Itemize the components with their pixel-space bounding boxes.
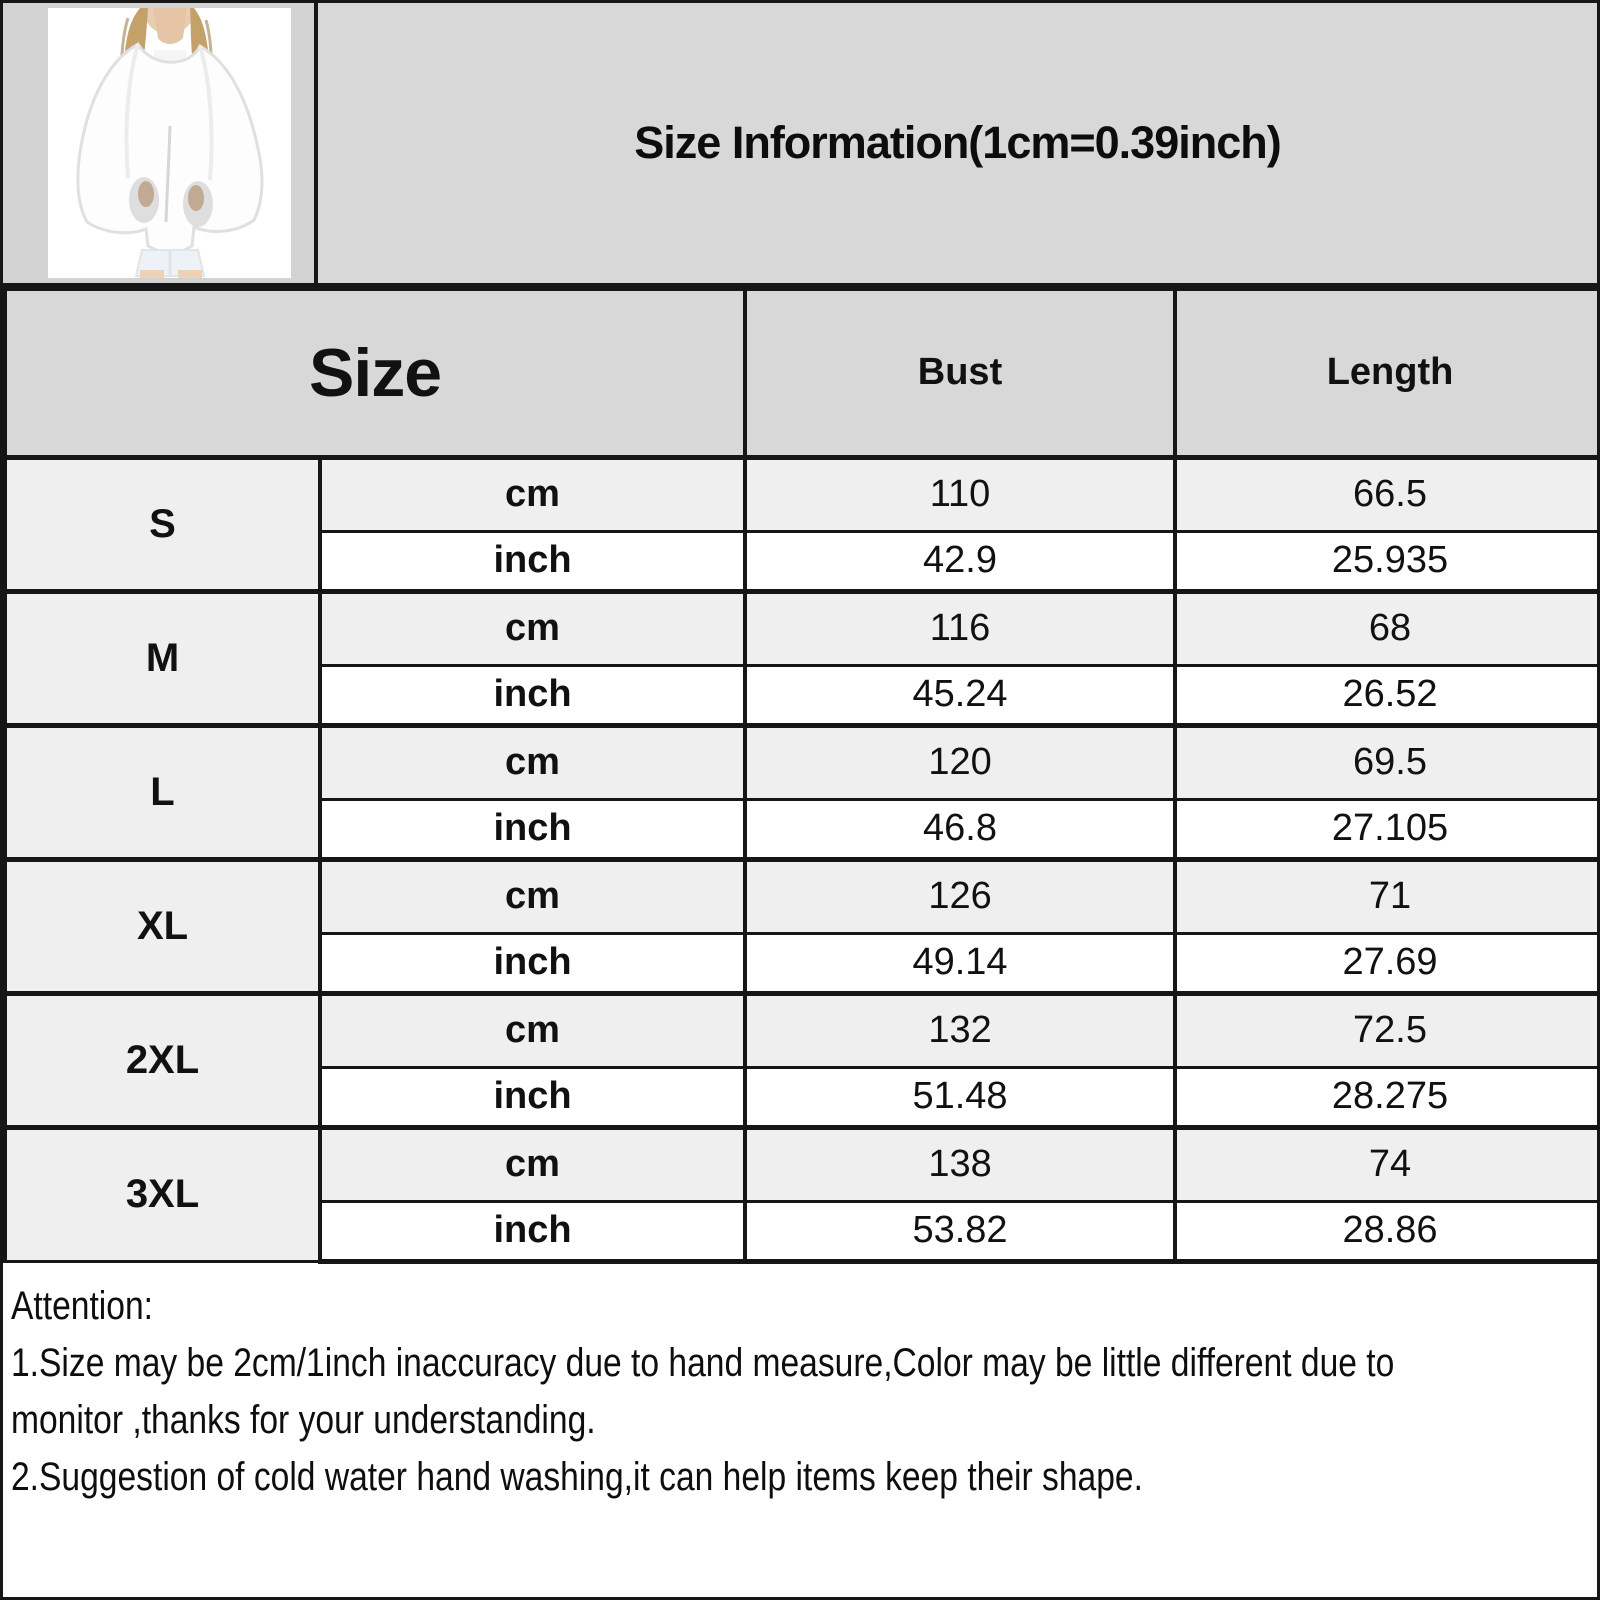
title-cell bbox=[318, 3, 1597, 283]
bust-value: 120 bbox=[745, 725, 1175, 799]
attention-note-1: 1.Size may be 2cm/1inch inaccuracy due to hand measure,Color may be little different due to bbox=[11, 1340, 1395, 1385]
bust-value: 138 bbox=[745, 1127, 1175, 1201]
length-value: 74 bbox=[1175, 1127, 1600, 1201]
table-header-row bbox=[5, 289, 1600, 457]
size-label-m: M bbox=[5, 591, 320, 725]
unit-label: inch bbox=[320, 799, 745, 859]
bust-value: 46.8 bbox=[745, 799, 1175, 859]
col-header-bust: Bust bbox=[745, 289, 1175, 457]
bust-value: 49.14 bbox=[745, 933, 1175, 993]
attention-heading: Attention: bbox=[11, 1283, 153, 1328]
bust-value: 53.82 bbox=[745, 1201, 1175, 1261]
length-value: 26.52 bbox=[1175, 665, 1600, 725]
bust-value: 51.48 bbox=[745, 1067, 1175, 1127]
attention-note-2: 2.Suggestion of cold water hand washing,it can help items keep their shape. bbox=[11, 1454, 1143, 1499]
table-row-xl-cm bbox=[5, 859, 1600, 933]
unit-label: cm bbox=[320, 457, 745, 531]
size-label-xl: XL bbox=[5, 859, 320, 993]
bust-value: 110 bbox=[745, 457, 1175, 531]
table-row-m-cm bbox=[5, 591, 1600, 665]
model-leg-left bbox=[140, 270, 164, 278]
table-row-l-cm bbox=[5, 725, 1600, 799]
bust-value: 116 bbox=[745, 591, 1175, 665]
attention-note-1-cont: monitor ,thanks for your understanding. bbox=[11, 1397, 596, 1442]
bust-value: 126 bbox=[745, 859, 1175, 933]
col-header-size: Size bbox=[5, 289, 745, 457]
unit-label: inch bbox=[320, 1201, 745, 1261]
attention-section bbox=[3, 1264, 1597, 1506]
size-label-3xl: 3XL bbox=[5, 1127, 320, 1261]
unit-label: inch bbox=[320, 665, 745, 725]
length-value: 68 bbox=[1175, 591, 1600, 665]
product-photo bbox=[48, 8, 291, 278]
unit-label: cm bbox=[320, 1127, 745, 1201]
bust-value: 132 bbox=[745, 993, 1175, 1067]
product-photo-cell bbox=[3, 3, 318, 283]
size-table bbox=[3, 287, 1600, 1264]
unit-label: inch bbox=[320, 1067, 745, 1127]
table-row-2xl-cm bbox=[5, 993, 1600, 1067]
length-value: 28.86 bbox=[1175, 1201, 1600, 1261]
unit-label: cm bbox=[320, 725, 745, 799]
bust-value: 45.24 bbox=[745, 665, 1175, 725]
size-label-l: L bbox=[5, 725, 320, 859]
size-label-2xl: 2XL bbox=[5, 993, 320, 1127]
length-value: 27.69 bbox=[1175, 933, 1600, 993]
unit-label: inch bbox=[320, 933, 745, 993]
size-label-s: S bbox=[5, 457, 320, 591]
length-value: 27.105 bbox=[1175, 799, 1600, 859]
top-band bbox=[3, 3, 1597, 287]
unit-label: cm bbox=[320, 591, 745, 665]
page-title: Size Information(1cm=0.39inch) bbox=[634, 117, 1281, 168]
length-value: 71 bbox=[1175, 859, 1600, 933]
length-value: 69.5 bbox=[1175, 725, 1600, 799]
unit-label: inch bbox=[320, 531, 745, 591]
length-value: 72.5 bbox=[1175, 993, 1600, 1067]
model-leg-right bbox=[178, 270, 202, 278]
unit-label: cm bbox=[320, 993, 745, 1067]
table-row-s-cm bbox=[5, 457, 1600, 531]
table-row-3xl-cm bbox=[5, 1127, 1600, 1201]
length-value: 28.275 bbox=[1175, 1067, 1600, 1127]
bust-value: 42.9 bbox=[745, 531, 1175, 591]
length-value: 25.935 bbox=[1175, 531, 1600, 591]
unit-label: cm bbox=[320, 859, 745, 933]
length-value: 66.5 bbox=[1175, 457, 1600, 531]
col-header-length: Length bbox=[1175, 289, 1600, 457]
